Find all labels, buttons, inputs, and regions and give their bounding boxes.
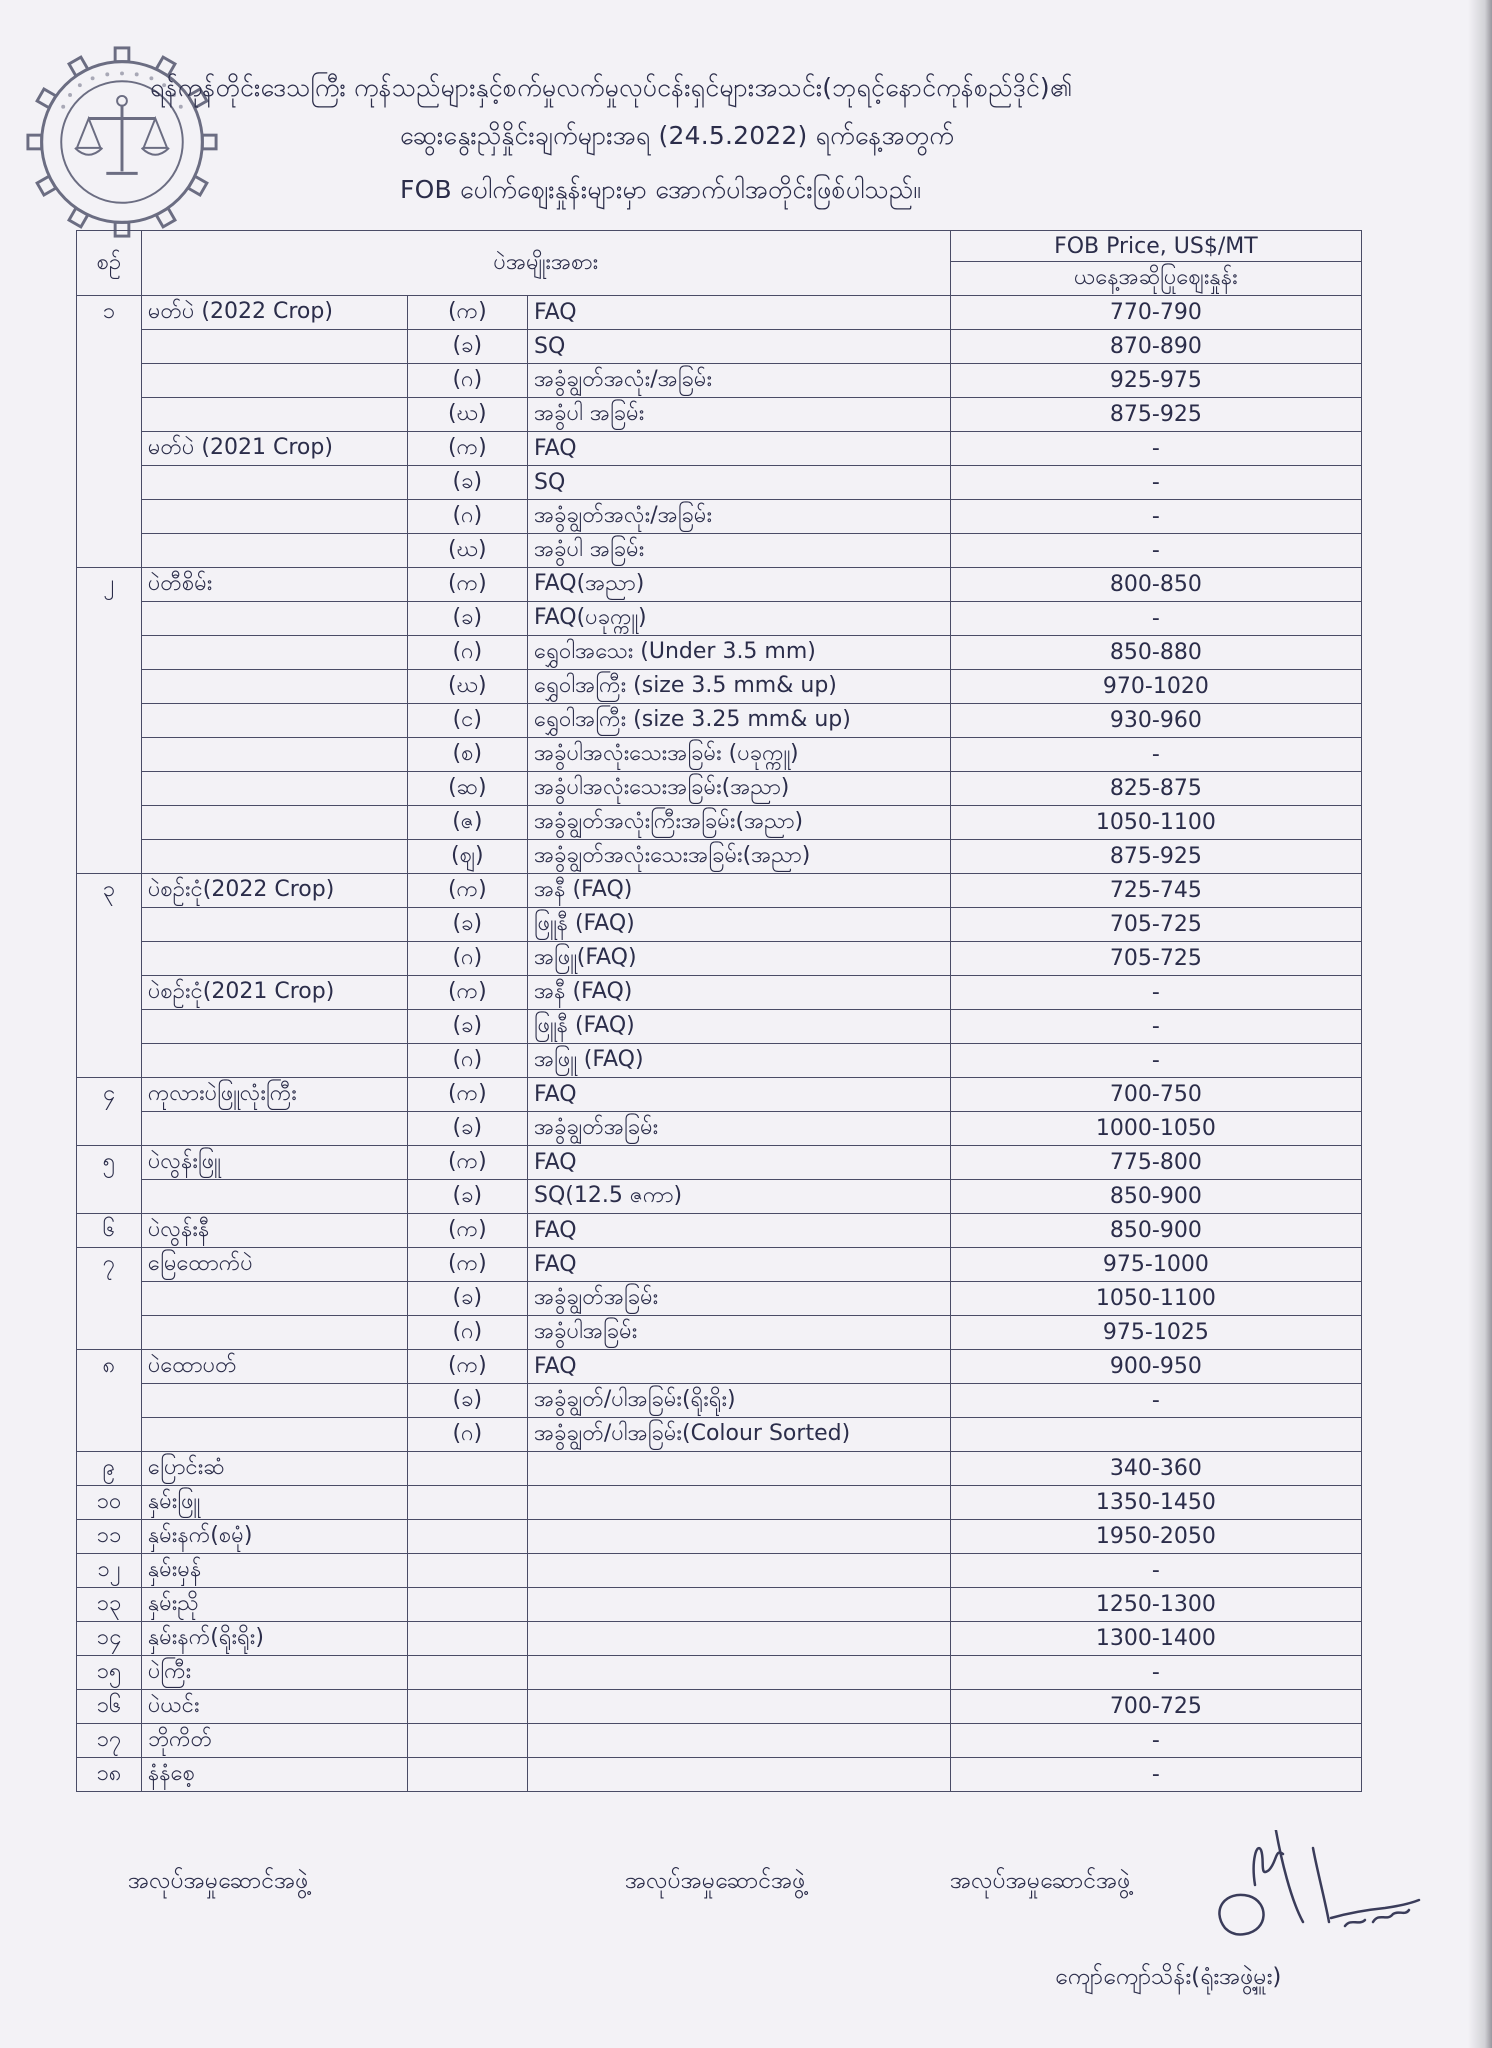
table-row [77,602,1362,636]
row-number [77,466,142,500]
row-grade: FAQ [527,1078,950,1112]
table-row [77,908,1362,942]
col-header-price: FOB Price, US$/MT [950,231,1361,262]
row-number [77,1180,142,1214]
row-price: - [950,534,1361,568]
row-item-name: ပဲထောပတ် [141,1350,407,1384]
table-row [77,1350,1362,1384]
row-item-name [141,466,407,500]
signature-label-executive-3: အလုပ်အမှုဆောင်အဖွဲ့ [950,1868,1131,1894]
row-sub-label: (ဂ) [407,1418,527,1452]
row-grade: အခွံချွတ်/ပါအခြမ်း(Colour Sorted) [527,1418,950,1452]
row-grade [527,1690,950,1724]
row-sub-label: (ခ) [407,602,527,636]
row-number [77,908,142,942]
row-item-name [141,636,407,670]
row-sub-label [407,1724,527,1758]
row-sub-label [407,1554,527,1588]
row-price: 930-960 [950,704,1361,738]
row-price: 850-900 [950,1180,1361,1214]
row-sub-label: (ခ) [407,908,527,942]
table-row [77,534,1362,568]
page-edge-shadow [1468,0,1492,2048]
row-price: 850-900 [950,1214,1361,1248]
row-sub-label: (ခ) [407,330,527,364]
row-price: 725-745 [950,874,1361,908]
row-grade: FAQ [527,296,950,330]
row-sub-label: (ခ) [407,1384,527,1418]
row-price: - [950,738,1361,772]
row-grade: ရွှေဝါအကြီး (size 3.25 mm& up) [527,704,950,738]
row-sub-label [407,1758,527,1792]
col-header-price-sub: ယနေ့အဆိုပြုဈေးနှုန်း [950,262,1361,296]
row-sub-label [407,1656,527,1690]
row-item-name [141,330,407,364]
table-row [77,1452,1362,1486]
row-item-name [141,364,407,398]
row-sub-label: (စ) [407,738,527,772]
row-sub-label: (က) [407,296,527,330]
row-price: 900-950 [950,1350,1361,1384]
header-fob-line: FOB ပေါက်ဈေးနှုန်းများမှာ အောက်ပါအတိုင်းဖြစ်ပါသည်။ [400,175,922,204]
row-price: - [950,1724,1361,1758]
table-row [77,874,1362,908]
row-item-name [141,500,407,534]
row-number [77,1282,142,1316]
row-item-name: ပဲစဉ်းငုံ(2022 Crop) [141,874,407,908]
table-row [77,840,1362,874]
row-price: - [950,1044,1361,1078]
table-row [77,500,1362,534]
row-grade: အခွံပါ အခြမ်း [527,534,950,568]
row-grade: အခွံချွတ်/ပါအခြမ်း(ရိုးရိုး) [527,1384,950,1418]
row-number [77,636,142,670]
row-item-name: နှမ်းနက်(စမုံ) [141,1520,407,1554]
row-number: ၉ [77,1452,142,1486]
row-sub-label: (ဂ) [407,636,527,670]
row-price: - [950,1010,1361,1044]
row-price: 1050-1100 [950,1282,1361,1316]
row-grade: အခွံပါအလုံးသေးအခြမ်း (ပခုက္ကူ) [527,738,950,772]
row-price: - [950,1656,1361,1690]
row-item-name: ပဲလွန်းဖြူ [141,1146,407,1180]
row-sub-label: (က) [407,1214,527,1248]
row-grade: FAQ [527,1350,950,1384]
row-item-name [141,840,407,874]
row-item-name: ဘိုကိတ် [141,1724,407,1758]
row-number [77,840,142,874]
row-item-name: ပဲကြီး [141,1656,407,1690]
row-grade: FAQ(ပခုက္ကူ) [527,602,950,636]
row-grade [527,1656,950,1690]
row-number [77,364,142,398]
row-price: 800-850 [950,568,1361,602]
row-grade: ရွှေဝါအကြီး (size 3.5 mm& up) [527,670,950,704]
row-item-name [141,1384,407,1418]
row-item-name [141,942,407,976]
row-price: 975-1025 [950,1316,1361,1350]
col-header-no: စဉ် [77,231,142,296]
row-price: 340-360 [950,1452,1361,1486]
row-sub-label: (င) [407,704,527,738]
row-price: - [950,1554,1361,1588]
row-item-name: ကုလားပဲဖြူလုံးကြီး [141,1078,407,1112]
row-grade: SQ [527,466,950,500]
row-number [77,738,142,772]
row-number: ၁၆ [77,1690,142,1724]
table-row [77,1486,1362,1520]
row-item-name: ပဲလွန်းနီ [141,1214,407,1248]
row-grade [527,1758,950,1792]
row-sub-label: (ဈ) [407,840,527,874]
row-number [77,500,142,534]
table-row [77,364,1362,398]
row-price: 970-1020 [950,670,1361,704]
row-item-name: မတ်ပဲ (2021 Crop) [141,432,407,466]
row-price: 875-925 [950,398,1361,432]
row-sub-label: (ခ) [407,1180,527,1214]
row-sub-label: (ခ) [407,1112,527,1146]
row-grade: အခွံချွတ်အလုံးကြီးအခြမ်း(အညာ) [527,806,950,840]
row-price: 770-790 [950,296,1361,330]
row-item-name [141,1044,407,1078]
fob-price-table [76,230,1362,1792]
row-sub-label: (က) [407,1146,527,1180]
row-grade: SQ [527,330,950,364]
col-header-item: ပဲအမျိုးအစား [141,231,950,296]
row-number: ၅ [77,1146,142,1180]
table-row [77,1248,1362,1282]
row-price: 1250-1300 [950,1588,1361,1622]
row-number: ၁၄ [77,1622,142,1656]
row-grade: အခွံချွတ်အခြမ်း [527,1282,950,1316]
row-grade: ဖြူနီ (FAQ) [527,1010,950,1044]
header-title-line: ရန်ကုန်တိုင်းဒေသကြီး ကုန်သည်များနှင့်စက်မှုလက်မှုလုပ်ငန်းရှင်များအသင်း(ဘုရင့်နောင်ကုန်စည်ဒိုင်)၏ [150,73,1073,102]
table-row [77,568,1362,602]
row-item-name [141,1112,407,1146]
table-row [77,942,1362,976]
row-number [77,772,142,806]
row-price: - [950,602,1361,636]
row-grade: အခွံချွတ်အလုံး/အခြမ်း [527,500,950,534]
row-grade: အဖြူ(FAQ) [527,942,950,976]
row-number [77,670,142,704]
row-item-name: မတ်ပဲ (2022 Crop) [141,296,407,330]
row-sub-label: (ဂ) [407,500,527,534]
row-price: - [950,466,1361,500]
table-row [77,1010,1362,1044]
table-row [77,738,1362,772]
row-grade [527,1554,950,1588]
row-price: 775-800 [950,1146,1361,1180]
row-number [77,432,142,466]
row-grade: FAQ [527,432,950,466]
row-item-name [141,1180,407,1214]
row-number [77,534,142,568]
row-sub-label: (ဂ) [407,942,527,976]
row-number: ၇ [77,1248,142,1282]
row-number [77,976,142,1010]
row-number: ၄ [77,1078,142,1112]
row-price: 975-1000 [950,1248,1361,1282]
row-grade: FAQ(အညာ) [527,568,950,602]
row-price: 1950-2050 [950,1520,1361,1554]
table-row [77,1588,1362,1622]
table-row [77,1554,1362,1588]
row-sub-label: (ဃ) [407,398,527,432]
table-row [77,1316,1362,1350]
row-grade [527,1486,950,1520]
row-grade [527,1452,950,1486]
row-grade: အခွံပါ အခြမ်း [527,398,950,432]
row-sub-label: (ဃ) [407,670,527,704]
row-number: ၁၂ [77,1554,142,1588]
signature-label-office-head: ကျော်ကျော်သိန်း(ရုံးအဖွဲ့မှူး) [1055,1964,1282,1990]
table-row [77,806,1362,840]
table-row [77,1146,1362,1180]
row-sub-label [407,1520,527,1554]
row-sub-label: (ခ) [407,1010,527,1044]
row-price: 1300-1400 [950,1622,1361,1656]
table-row [77,1282,1362,1316]
row-number [77,398,142,432]
table-row [77,432,1362,466]
row-number [77,1316,142,1350]
row-sub-label: (ခ) [407,1282,527,1316]
row-number: ၁၁ [77,1520,142,1554]
row-grade: အဖြူ (FAQ) [527,1044,950,1078]
row-item-name [141,398,407,432]
table-row [77,1112,1362,1146]
row-item-name: နံနံစေ့ [141,1758,407,1792]
row-price: 700-750 [950,1078,1361,1112]
row-number: ၁၅ [77,1656,142,1690]
row-number: ၃ [77,874,142,908]
row-grade: အနီ (FAQ) [527,976,950,1010]
row-price: 1050-1100 [950,806,1361,840]
row-item-name: နှမ်းဖြူ [141,1486,407,1520]
table-row [77,466,1362,500]
row-number [77,806,142,840]
row-number: ၁၈ [77,1758,142,1792]
table-row [77,1690,1362,1724]
row-item-name [141,1282,407,1316]
row-sub-label: (က) [407,432,527,466]
row-number: ၁၀ [77,1486,142,1520]
table-body [77,296,1362,1792]
table-row [77,1724,1362,1758]
row-price: 700-725 [950,1690,1361,1724]
table-row [77,1656,1362,1690]
row-item-name: ပဲတီစိမ်း [141,568,407,602]
row-price: 705-725 [950,908,1361,942]
row-sub-label: (ဂ) [407,1316,527,1350]
row-item-name [141,772,407,806]
row-sub-label: (က) [407,1078,527,1112]
row-grade: SQ(12.5 ဇကာ) [527,1180,950,1214]
table-row [77,330,1362,364]
row-sub-label: (ဃ) [407,534,527,568]
row-number [77,602,142,636]
table-row [77,1418,1362,1452]
row-price [950,1418,1361,1452]
row-price: 1350-1450 [950,1486,1361,1520]
table-row [77,1758,1362,1792]
row-item-name [141,738,407,772]
row-sub-label: (က) [407,568,527,602]
table-row [77,398,1362,432]
table-row [77,636,1362,670]
row-item-name [141,1316,407,1350]
row-grade: ရွှေဝါအသေး (Under 3.5 mm) [527,636,950,670]
row-item-name [141,1010,407,1044]
row-item-name: ပြောင်းဆံ [141,1452,407,1486]
handwritten-signature [1195,1830,1435,1950]
row-price: 875-925 [950,840,1361,874]
row-grade [527,1724,950,1758]
row-item-name [141,670,407,704]
row-number [77,330,142,364]
table-row [77,296,1362,330]
row-sub-label: (ဇ) [407,806,527,840]
row-number [77,1010,142,1044]
row-price: 925-975 [950,364,1361,398]
row-grade: FAQ [527,1248,950,1282]
row-item-name: ပဲစဉ်းငုံ(2021 Crop) [141,976,407,1010]
table-row [77,1520,1362,1554]
row-price: 705-725 [950,942,1361,976]
table-row [77,670,1362,704]
row-item-name [141,908,407,942]
row-item-name [141,1418,407,1452]
row-item-name [141,534,407,568]
table-row [77,1214,1362,1248]
row-sub-label: (က) [407,1350,527,1384]
table-row [77,976,1362,1010]
row-grade: အခွံချွတ်အလုံး/အခြမ်း [527,364,950,398]
row-sub-label: (ခ) [407,466,527,500]
row-number: ၁၃ [77,1588,142,1622]
row-item-name: နှမ်းနက်(ရိုးရိုး) [141,1622,407,1656]
row-number [77,1384,142,1418]
row-price: - [950,1384,1361,1418]
signature-label-executive-2: အလုပ်အမှုဆောင်အဖွဲ့ [625,1868,806,1894]
row-sub-label [407,1622,527,1656]
row-grade: FAQ [527,1146,950,1180]
row-number: ၁၇ [77,1724,142,1758]
table-row [77,1180,1362,1214]
row-number: ၁ [77,296,142,330]
row-number [77,942,142,976]
row-price: 825-875 [950,772,1361,806]
row-grade: အခွံချွတ်အလုံးသေးအခြမ်း(အညာ) [527,840,950,874]
table-row [77,1384,1362,1418]
row-sub-label [407,1690,527,1724]
row-item-name: ပဲယင်း [141,1690,407,1724]
row-price: - [950,500,1361,534]
row-sub-label [407,1588,527,1622]
row-number [77,1044,142,1078]
row-item-name: နှမ်းမှန် [141,1554,407,1588]
row-price: - [950,976,1361,1010]
row-number [77,1418,142,1452]
row-sub-label [407,1486,527,1520]
row-price: 1000-1050 [950,1112,1361,1146]
row-grade: အနီ (FAQ) [527,874,950,908]
signature-label-executive-1: အလုပ်အမှုဆောင်အဖွဲ့ [128,1868,309,1894]
table-row [77,772,1362,806]
row-sub-label: (က) [407,1248,527,1282]
row-item-name: မြေထောက်ပဲ [141,1248,407,1282]
table-row [77,1078,1362,1112]
row-grade: ဖြူနီ (FAQ) [527,908,950,942]
table-row [77,704,1362,738]
row-sub-label [407,1452,527,1486]
header-date-line: ဆွေးနွေးညှိနှိုင်းချက်များအရ (24.5.2022) ရက်နေ့အတွက် [400,121,954,150]
row-grade [527,1588,950,1622]
row-item-name [141,602,407,636]
row-price: - [950,1758,1361,1792]
row-sub-label: (ဂ) [407,1044,527,1078]
row-sub-label: (ဆ) [407,772,527,806]
row-number [77,1112,142,1146]
row-sub-label: (ဂ) [407,364,527,398]
table-row [77,1044,1362,1078]
row-price: - [950,432,1361,466]
row-item-name: နှမ်းညို [141,1588,407,1622]
row-grade: အခွံချွတ်အခြမ်း [527,1112,950,1146]
row-grade: အခွံပါအခြမ်း [527,1316,950,1350]
row-number: ၆ [77,1214,142,1248]
row-grade [527,1622,950,1656]
row-number: ၂ [77,568,142,602]
row-grade [527,1520,950,1554]
row-sub-label: (က) [407,976,527,1010]
row-price: 850-880 [950,636,1361,670]
row-item-name [141,806,407,840]
row-sub-label: (က) [407,874,527,908]
table-row [77,1622,1362,1656]
row-number: ၈ [77,1350,142,1384]
row-grade: FAQ [527,1214,950,1248]
row-number [77,704,142,738]
row-grade: အခွံပါအလုံးသေးအခြမ်း(အညာ) [527,772,950,806]
row-item-name [141,704,407,738]
row-price: 870-890 [950,330,1361,364]
